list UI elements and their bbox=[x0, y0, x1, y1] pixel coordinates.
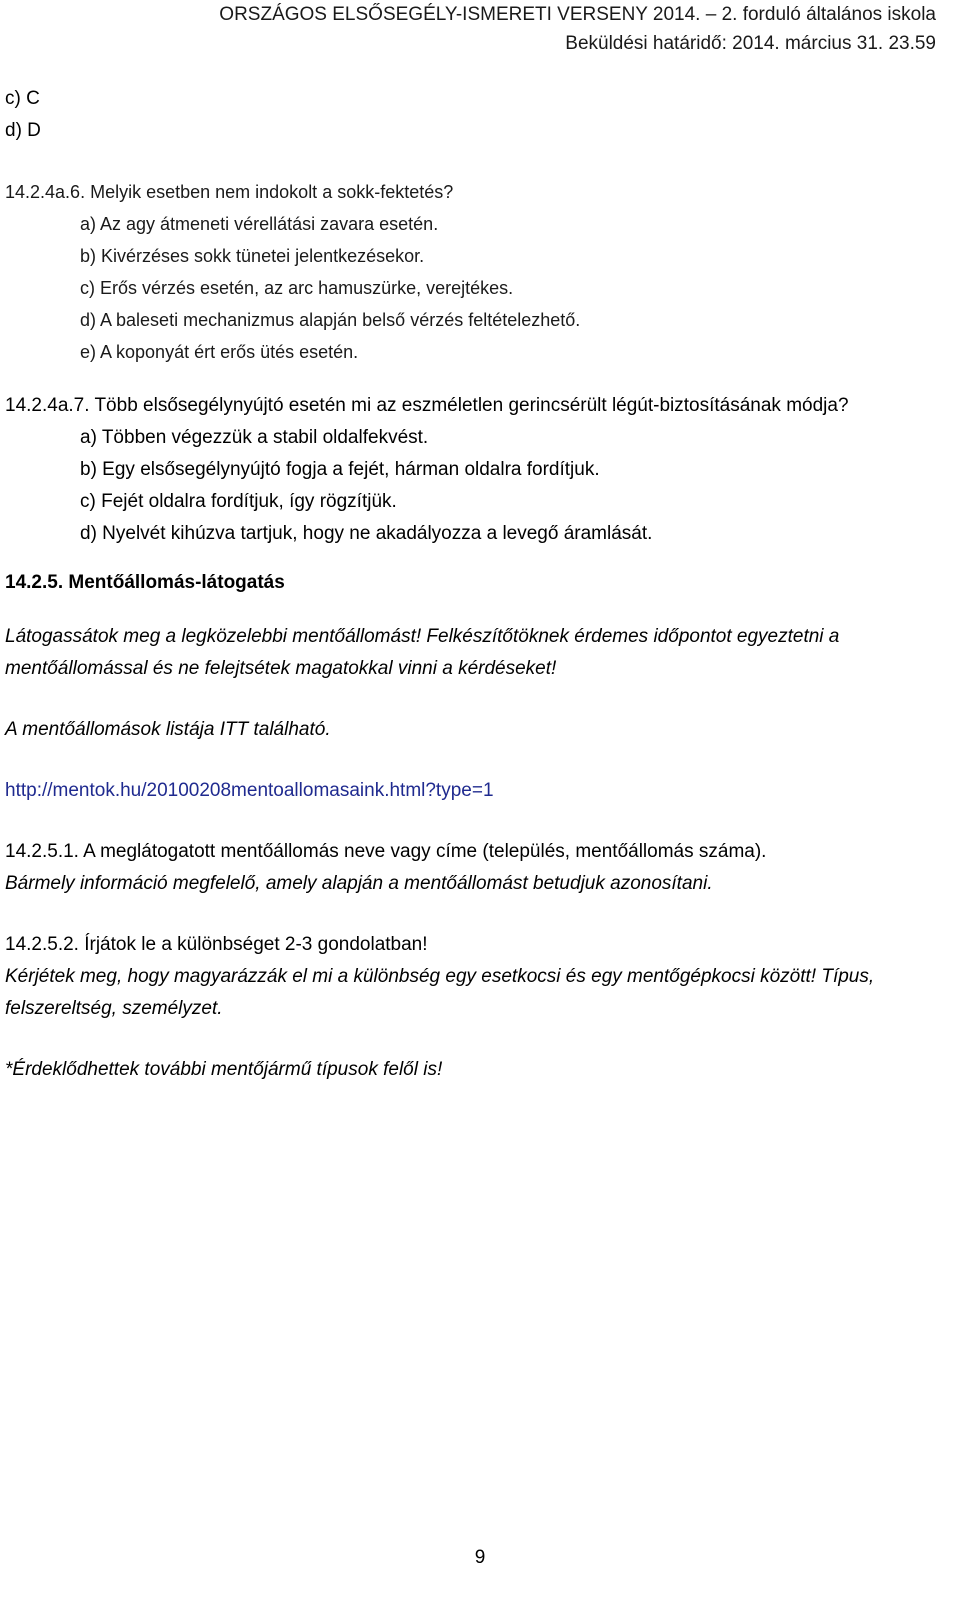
q6-option-b: b) Kivérzéses sokk tünetei jelentkezésekor. bbox=[80, 246, 425, 266]
header-title: ORSZÁGOS ELSŐSEGÉLY-ISMERETI VERSENY 2014. – 2. forduló általános iskola bbox=[219, 4, 936, 25]
question-6: 14.2.4a.6. Melyik esetben nem indokolt a sokk-fektetés? bbox=[5, 182, 454, 202]
document-body bbox=[5, 83, 945, 1086]
section-title: 14.2.5. Mentőállomás-látogatás bbox=[5, 572, 285, 593]
footnote: *Érdeklődhettek további mentőjármű típusok felől is! bbox=[5, 1059, 443, 1080]
q7-option-c: c) Fejét oldalra fordítjuk, így rögzítjük. bbox=[80, 491, 397, 512]
question-7: 14.2.4a.7. Több elsősegélynyújtó esetén mi az eszméletlen gerincsérült légút-biztosításának módja? bbox=[5, 395, 849, 416]
q6-option-d: d) A baleseti mechanizmus alapján belső vérzés feltételezhető. bbox=[80, 310, 581, 330]
q6-option-c: c) Erős vérzés esetén, az arc hamuszürke, verejtékes. bbox=[80, 278, 514, 298]
q6-option-e: e) A koponyát ért erős ütés esetén. bbox=[80, 342, 359, 362]
header-deadline: Beküldési határidő: 2014. március 31. 23.59 bbox=[565, 33, 936, 54]
task-1: 14.2.5.1. A meglátogatott mentőállomás neve vagy címe (település, mentőállomás száma). bbox=[5, 841, 767, 862]
q6-option-a: a) Az agy átmeneti vérellátási zavara esetén. bbox=[80, 214, 439, 234]
q7-option-d: d) Nyelvét kihúzva tartjuk, hogy ne akadályozza a levegő áramlását. bbox=[80, 523, 653, 544]
task-2-note: Kérjétek meg, hogy magyarázzák el mi a különbség egy esetkocsi és egy mentőgépkocsi között! Típus, felszereltség, személyzet. bbox=[5, 966, 875, 1019]
q7-option-a: a) Többen végezzük a stabil oldalfekvést. bbox=[80, 427, 429, 448]
task-1-note: Bármely információ megfelelő, amely alapján a mentőállomást betudjuk azonosítani. bbox=[5, 873, 713, 894]
station-list-link[interactable]: http://mentok.hu/20100208mentoallomasaink.html?type=1 bbox=[5, 780, 494, 801]
page-header bbox=[219, 0, 936, 58]
task-2: 14.2.5.2. Írjátok le a különbséget 2-3 gondolatban! bbox=[5, 934, 428, 955]
section-intro: Látogassátok meg a legközelebbi mentőállomást! Felkészítőtöknek érdemes időpontot egyeztetni a mentőállomással és ne felejtsétek magatokkal vinni a kérdéseket! bbox=[5, 626, 840, 679]
prev-option-d: d) D bbox=[5, 120, 41, 141]
q7-option-b: b) Egy elsősegélynyújtó fogja a fejét, hárman oldalra fordítjuk. bbox=[80, 459, 600, 480]
station-list-note: A mentőállomások listája ITT található. bbox=[5, 719, 331, 740]
prev-option-c: c) C bbox=[5, 88, 40, 109]
page-number: 9 bbox=[474, 1547, 486, 1568]
